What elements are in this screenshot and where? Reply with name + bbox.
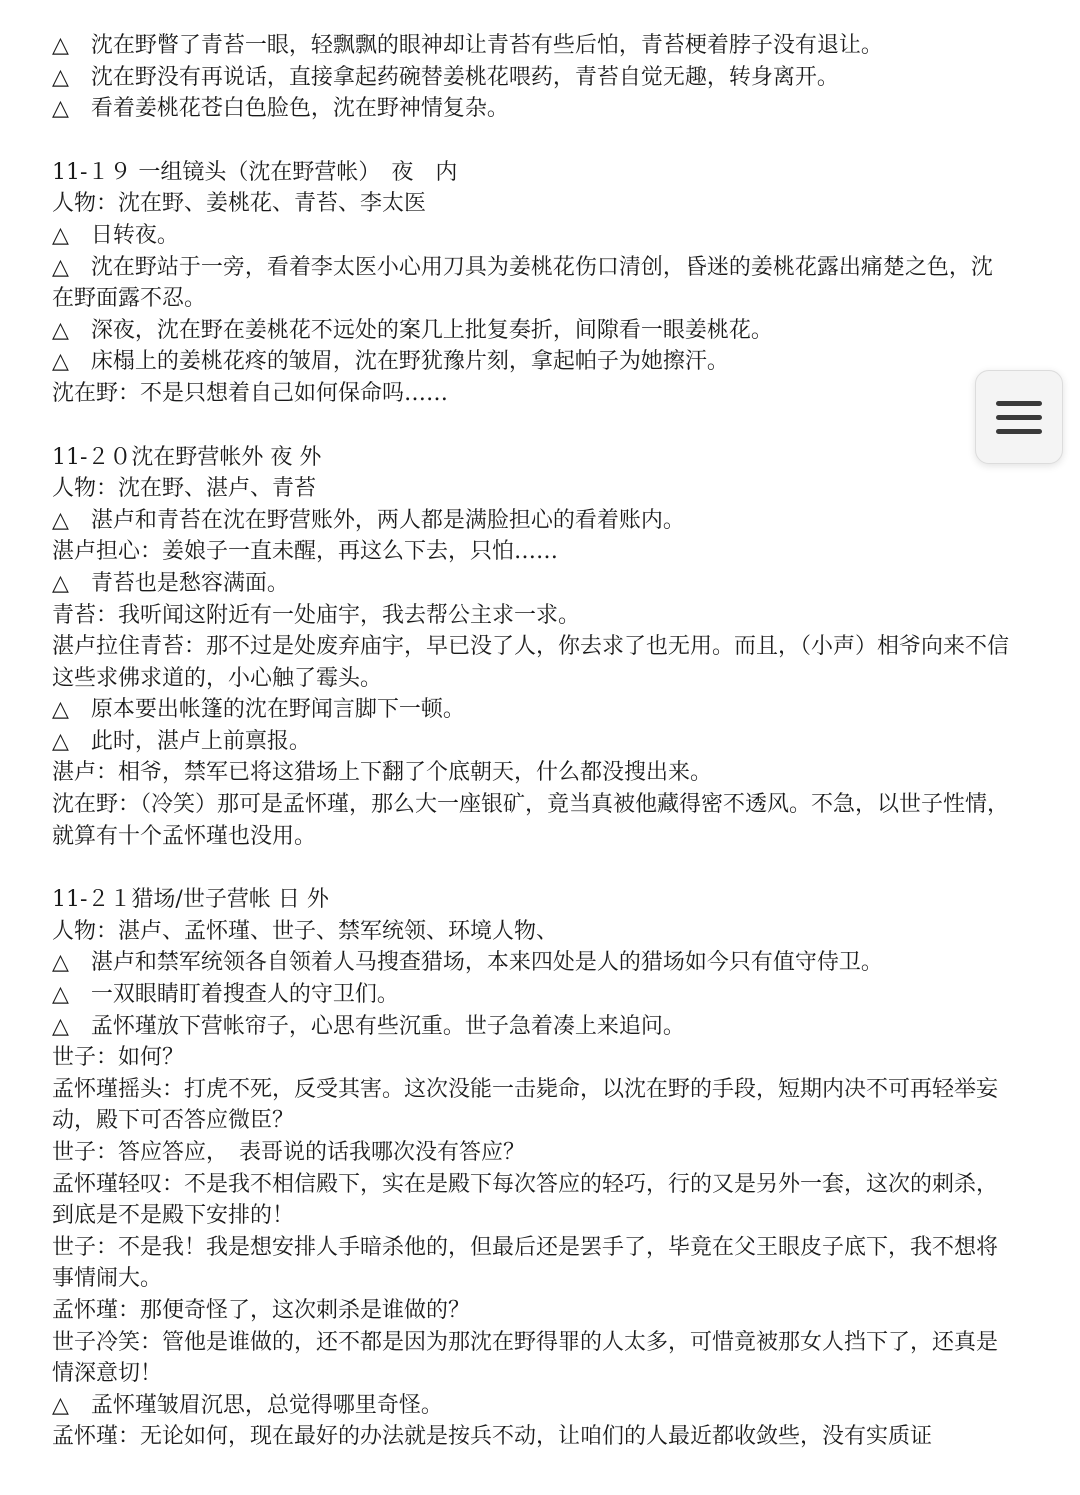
dialogue-line: 孟怀瑾摇头：打虎不死，反受其害。这次没能一击毙命，以沈在野的手段，短期内决不可再轻举妄动，殿下可否答应微臣？ xyxy=(52,1076,999,1134)
scene-characters: 人物：沈在野、姜桃花、青苔、李太医 xyxy=(52,191,427,217)
action-line: △ 深夜，沈在野在姜桃花不远处的案几上批复奏折，间隙看一眼姜桃花。 xyxy=(52,317,773,343)
scene-characters: 人物：湛卢、孟怀瑾、世子、禁军统领、环境人物、 xyxy=(52,918,559,944)
dialogue-line: 孟怀瑾：无论如何，现在最好的办法就是按兵不动，让咱们的人最近都收敛些，没有实质证 xyxy=(52,1424,933,1450)
action-line: △ 床榻上的姜桃花疼的皱眉，沈在野犹豫片刻，拿起帕子为她擦汗。 xyxy=(52,349,729,375)
action-line: △ 青苔也是愁容满面。 xyxy=(52,570,289,596)
action-line: △ 看着姜桃花苍白色脸色，沈在野神情复杂。 xyxy=(52,96,509,122)
dialogue-line: 青苔：我听闻这附近有一处庙宇，我去帮公主求一求。 xyxy=(52,602,581,628)
action-line: △ 孟怀瑾皱眉沉思，总觉得哪里奇怪。 xyxy=(52,1392,443,1418)
scene-heading: 11-１９ 一组镜头（沈在野营帐） 夜 内 xyxy=(52,159,458,185)
dialogue-line: 湛卢拉住青苔：那不过是处废弃庙宇，早已没了人，你去求了也无用。而且，（小声）相爷向来不信这些求佛求道的，小心触了霉头。 xyxy=(52,634,1010,691)
dialogue-line: 世子冷笑：管他是谁做的，还不都是因为那沈在野得罪的人太多，可惜竟被那女人挡下了，还真是情深意切！ xyxy=(52,1329,999,1387)
bottom-fade-overlay xyxy=(0,1455,1080,1495)
action-line: △ 日转夜。 xyxy=(52,222,179,248)
action-line: △ 孟怀瑾放下营帐帘子，心思有些沉重。世子急着凑上来追问。 xyxy=(52,1013,685,1039)
dialogue-line: 世子：不是我！我是想安排人手暗杀他的，但最后还是罢手了，毕竟在父王眼皮子底下，我不想将事情闹大。 xyxy=(52,1234,999,1292)
dialogue-line: 世子：如何？ xyxy=(52,1045,185,1071)
dialogue-line: 沈在野：不是只想着自己如何保命吗…… xyxy=(52,380,449,406)
scene-heading: 11-２１猎场/世子营帐 日 外 xyxy=(52,887,329,913)
menu-button[interactable] xyxy=(975,370,1063,464)
action-line: △ 湛卢和青苔在沈在野营账外，两人都是满脸担心的看着账内。 xyxy=(52,507,685,533)
section-gap xyxy=(52,125,1012,157)
action-line: △ 一双眼睛盯着搜查人的守卫们。 xyxy=(52,982,399,1008)
dialogue-line: 孟怀瑾：那便奇怪了，这次刺杀是谁做的？ xyxy=(52,1297,471,1323)
action-line: △ 此时，湛卢上前禀报。 xyxy=(52,728,311,754)
action-line: △ 沈在野站于一旁，看着李太医小心用刀具为姜桃花伤口清创，昏迷的姜桃花露出痛楚之色，沈在野面露不忍。 xyxy=(52,254,993,312)
hamburger-menu-icon xyxy=(996,415,1042,420)
script-page xyxy=(52,30,1012,1453)
action-line: △ 沈在野没有再说话，直接拿起药碗替姜桃花喂药，青苔自觉无趣，转身离开。 xyxy=(52,64,839,90)
action-line: △ 原本要出帐篷的沈在野闻言脚下一顿。 xyxy=(52,697,465,723)
dialogue-line: 湛卢：相爷，禁军已将这猎场上下翻了个底朝天，什么都没搜出来。 xyxy=(52,760,713,786)
dialogue-line: 世子：答应答应， 表哥说的话我哪次没有答应？ xyxy=(52,1140,526,1165)
scene-characters: 人物：沈在野、湛卢、青苔 xyxy=(52,476,317,502)
hamburger-menu-icon xyxy=(996,429,1042,434)
section-gap xyxy=(52,852,1012,884)
hamburger-menu-icon xyxy=(996,401,1042,406)
action-line: △ 沈在野瞥了青苔一眼，轻飘飘的眼神却让青苔有些后怕，青苔梗着脖子没有退让。 xyxy=(52,33,883,58)
dialogue-line: 沈在野：（冷笑）那可是孟怀瑾，那么大一座银矿，竟当真被他藏得密不透风。不急，以世子性情，就算有十个孟怀瑾也没用。 xyxy=(52,792,1010,849)
action-line: △ 湛卢和禁军统领各自领着人马搜查猎场，本来四处是人的猎场如今只有值守侍卫。 xyxy=(52,950,883,976)
dialogue-line: 孟怀瑾轻叹：不是我不相信殿下，实在是殿下每次答应的轻巧，行的又是另外一套，这次的刺杀，到底是不是殿下安排的！ xyxy=(52,1171,999,1229)
scene-heading: 11-２０沈在野营帐外 夜 外 xyxy=(52,444,322,470)
dialogue-line: 湛卢担心：姜娘子一直未醒，再这么下去，只怕…… xyxy=(52,539,559,565)
section-gap xyxy=(52,410,1012,442)
